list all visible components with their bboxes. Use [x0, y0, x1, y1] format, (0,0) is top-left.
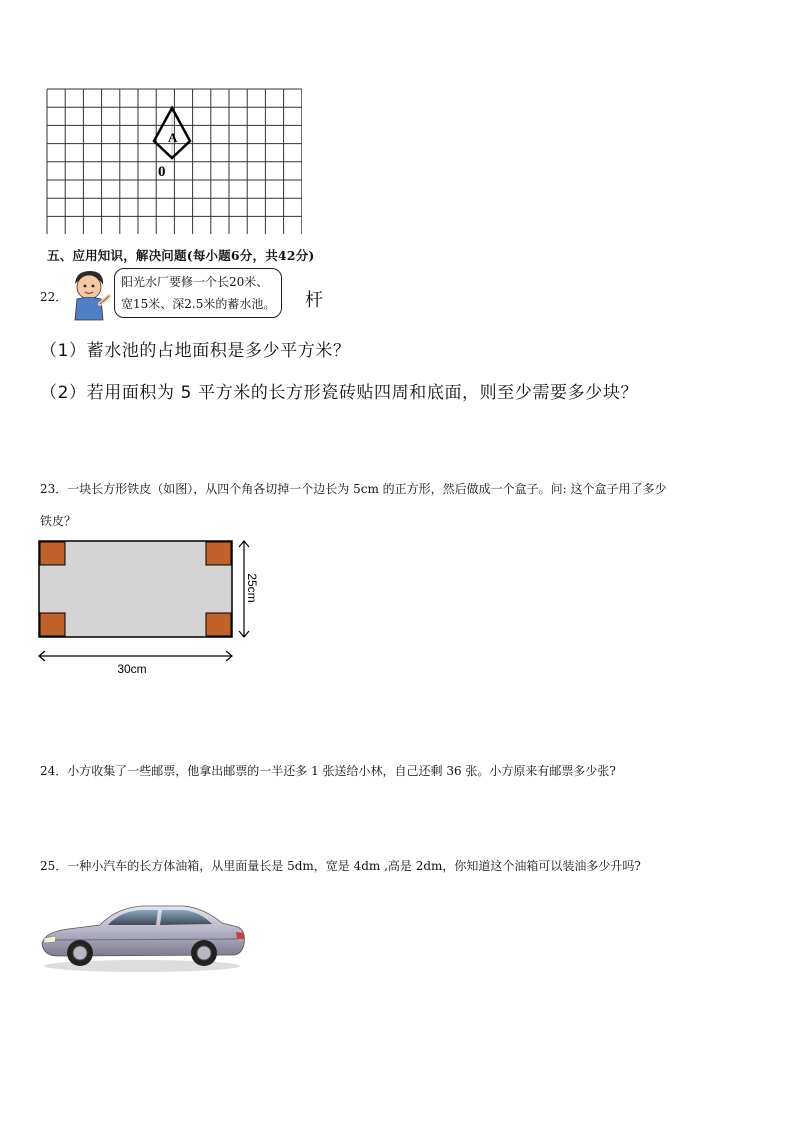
width-arrow: [39, 651, 232, 661]
origin-label: 0: [158, 164, 166, 180]
width-label: 30cm: [117, 662, 147, 676]
bubble-line-2: 宽15米、深2.5米的蓄水池。: [121, 297, 276, 311]
corner-square-top-left: [40, 542, 65, 565]
iron-sheet: [39, 541, 232, 637]
height-label: 25cm: [245, 573, 259, 603]
q22-part2: （2）若用面积为 5 平方米的长方形瓷砖贴四周和底面，则至少需要多少块？: [40, 383, 639, 403]
car-image: [38, 896, 248, 976]
boy-pointing-icon: [66, 268, 114, 322]
q23-line2: 铁皮？: [40, 514, 77, 528]
shape-label-a: A: [168, 130, 178, 145]
q22-number: 22．: [40, 290, 68, 304]
q24-text: 24．小方收集了一些邮票，他拿出邮票的一半还多 1 张送给小林，自己还剩 36 张。小方原来有邮票多少张?: [40, 764, 616, 778]
bubble-line-1: 阳光水厂要修一个长20米、: [121, 275, 269, 289]
iron-sheet-figure: [34, 536, 264, 682]
speech-bubble: [114, 268, 282, 318]
q23-line1: 23．一块长方形铁皮（如图），从四个角各切掉一个边长为 5cm 的正方形，然后做成一个盒子。问: 这个盒子用了多少: [40, 482, 667, 496]
section-heading: 五、应用知识，解决问题(每小题6分，共42分): [47, 248, 315, 263]
corner-square-top-right: [206, 542, 231, 565]
q22-trailing-char: 杆: [305, 290, 323, 311]
q25-text: 25．一种小汽车的长方体油箱，从里面量长是 5dm，宽是 4dm ,高是 2dm，你知道这个油箱可以装油多少升吗?: [40, 859, 641, 873]
q22-part1: （1）蓄水池的占地面积是多少平方米？: [40, 341, 351, 361]
grid-figure: [44, 86, 302, 234]
corner-square-bottom-right: [206, 613, 231, 636]
corner-square-bottom-left: [40, 613, 65, 636]
